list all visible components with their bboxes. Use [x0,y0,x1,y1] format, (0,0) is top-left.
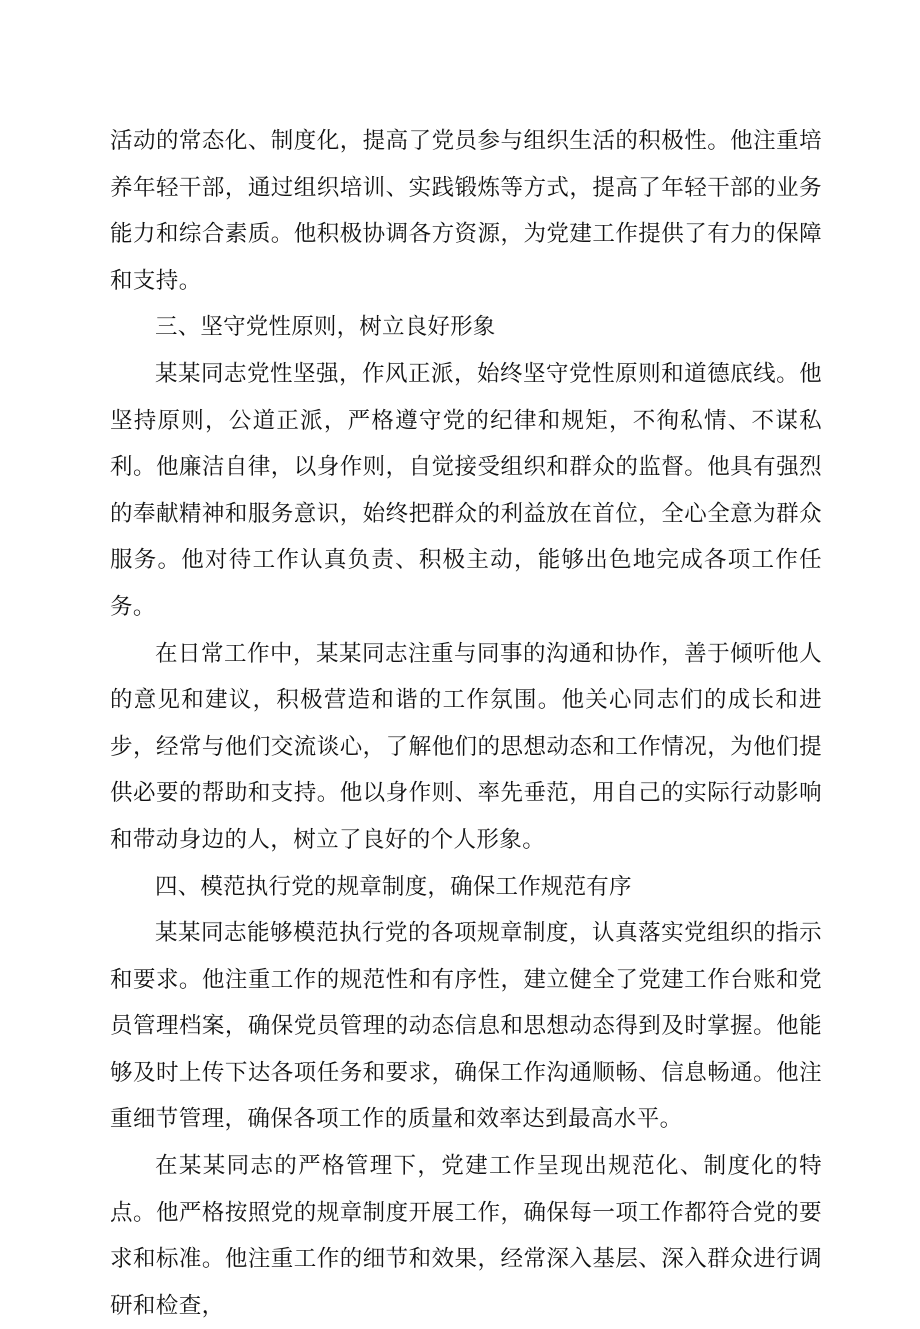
paragraph-party-principles: 某某同志党性坚强，作风正派，始终坚守党性原则和道德底线。他坚持原则，公道正派，严格遵守党的纪律和规矩，不徇私情、不谋私利。他廉洁自律，以身作则，自觉接受组织和群众的监督。他具有强烈的奉献精神和服务意识，始终把群众的利益放在首位，全心全意为群众服务。他对待工作认真负责、积极主动，能够出色地完成各项工作任务。 [110,360,822,620]
section-heading-4: 四、模范执行党的规章制度，确保工作规范有序 [155,873,632,900]
paragraph-daily-work: 在日常工作中，某某同志注重与同事的沟通和协作，善于倾听他人的意见和建议，积极营造和谐的工作氛围。他关心同志们的成长和进步，经常与他们交流谈心，了解他们的思想动态和工作情况，为他们提供必要的帮助和支持。他以身作则、率先垂范，用自己的实际行动影响和带动身边的人，树立了良好的个人形象。 [110,640,822,853]
paragraph-regulations: 某某同志能够模范执行党的各项规章制度，认真落实党组织的指示和要求。他注重工作的规范性和有序性，建立健全了党建工作台账和党员管理档案，确保党员管理的动态信息和思想动态得到及时掌握。他能够及时上传下达各项任务和要求，确保工作沟通顺畅、信息畅通。他注重细节管理，确保各项工作的质量和效率达到最高水平。 [110,920,822,1133]
section-heading-3: 三、坚守党性原则，树立良好形象 [155,314,496,341]
paragraph-continuation: 活动的常态化、制度化，提高了党员参与组织生活的积极性。他注重培养年轻干部，通过组织培训、实践锻炼等方式，提高了年轻干部的业务能力和综合素质。他积极协调各方资源，为党建工作提供了有力的保障和支持。 [110,128,822,294]
paragraph-strict-management: 在某某同志的严格管理下，党建工作呈现出规范化、制度化的特点。他严格按照党的规章制度开展工作，确保每一项工作都符合党的要求和标准。他注重工作的细节和效果，经常深入基层、深入群众进行调研和检查， [110,1153,822,1319]
document-body [110,118,822,1329]
